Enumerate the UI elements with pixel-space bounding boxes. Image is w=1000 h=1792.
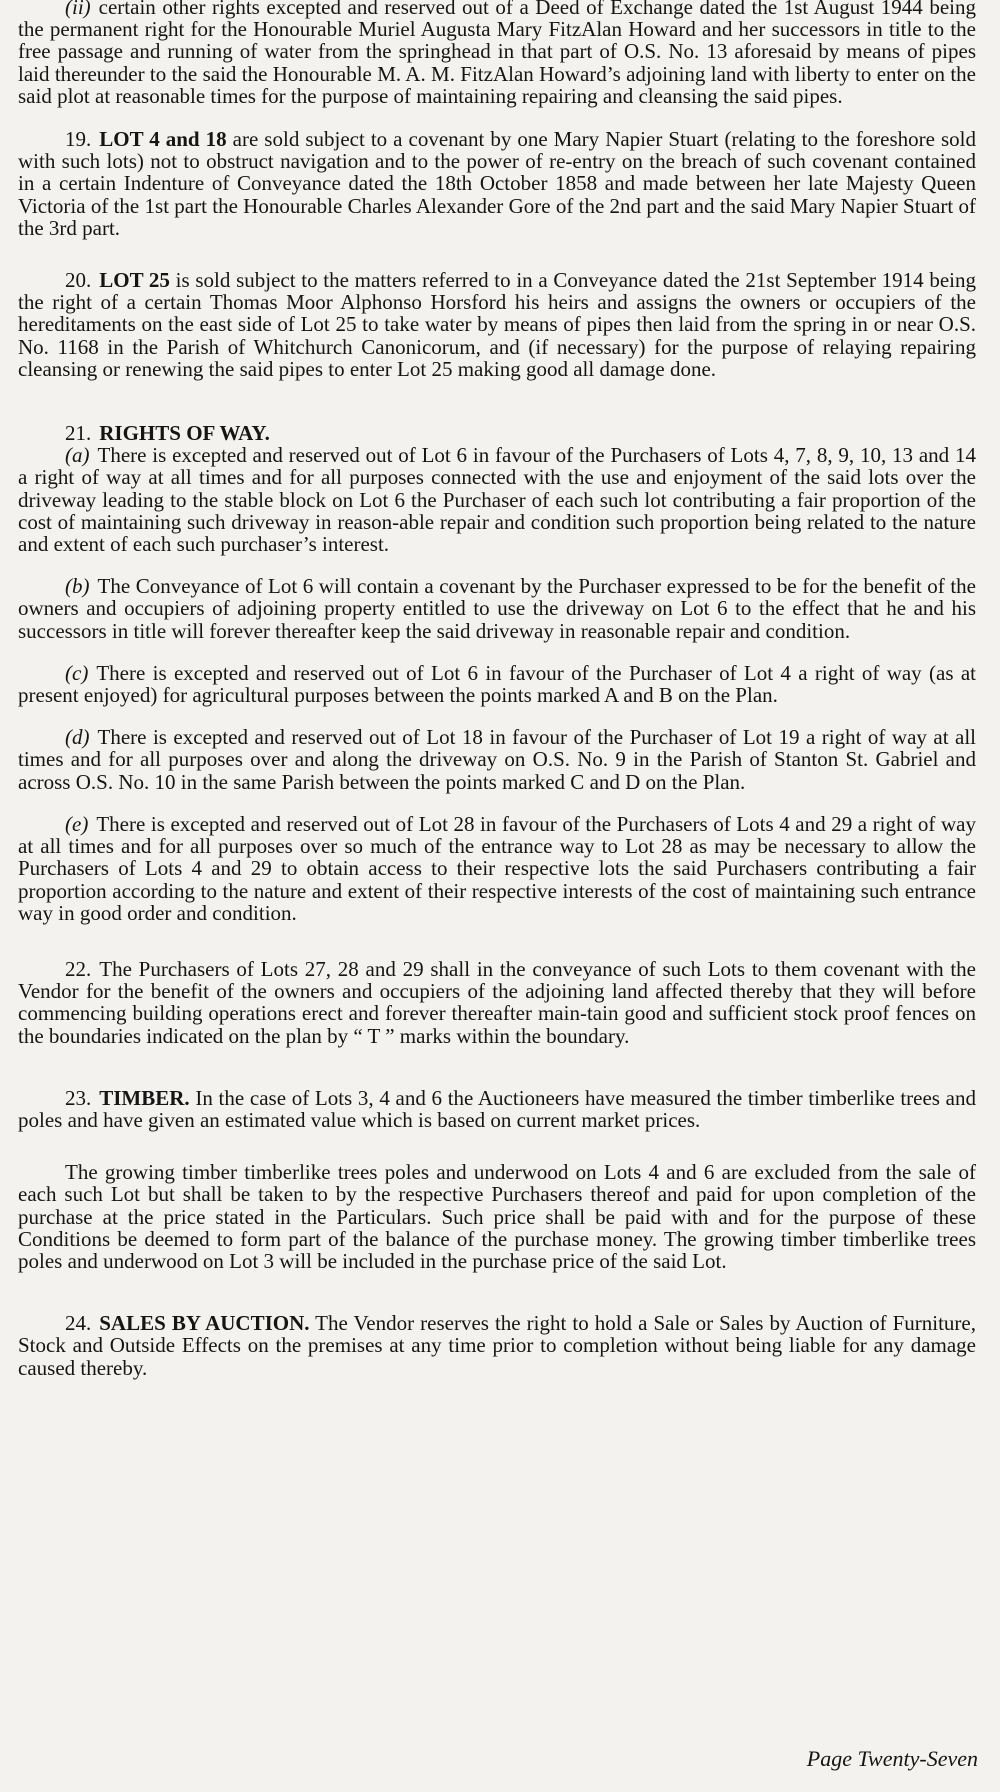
page-number: Page Twenty-Seven [806,1746,978,1771]
clause-number: 20. [65,268,92,293]
subclause-text: There is excepted and reserved out of Lot 28 in favour of the Purchasers of Lots 4 and 29 a right of way at all times and for all purposes over so much of the entrance way to Lot 28 as may be necessary to allow the Purchasers of Lots 4 and 29 to obtain access to their respective lots the said Purchasers contributing a fair proportion according to the nature and extent of their respective interests of the cost of maintaining such entrance way in good order and condition. [18,811,976,925]
clause-19 [18,128,976,239]
clause-number: 24. [65,1311,92,1336]
clause-heading: RIGHTS OF WAY. [99,421,270,446]
clause-21-e [18,813,976,924]
subclause-marker: (d) [65,725,90,750]
clause-text: The Purchasers of Lots 27, 28 and 29 shall in the conveyance of such Lots to them covenant with the Vendor for the benefit of the owners and occupiers of the adjoining land affected thereby that they will before commencing building operations erect and forever thereafter main-tain good and sufficient stock proof fences on the boundaries indicated on the plan by “ T ” marks within the boundary. [18,956,976,1048]
clause-number: 21. [65,421,92,446]
clause-21-d [18,726,976,793]
clause-text: are sold subject to a covenant by one Mary Napier Stuart (relating to the foreshore sold with such lots) not to obstruct navigation and to the power of re-entry on the breach of such covenant contained in a certain Indenture of Conveyance dated the 18th October 1858 and made between her late Majesty Queen Victoria of the 1st part the Honourable Charles Alexander Gore of the 2nd part and the said Mary Napier Stuart of the 3rd part. [18,127,977,240]
clause-number: 19. [65,127,92,152]
subclause-text: The Conveyance of Lot 6 will contain a covenant by the Purchaser expressed to be for the benefit of the owners and occupiers of adjoining property entitled to use the driveway on Lot 6 to the effect that he and his successors in title will forever thereafter keep the said driveway in reasonable repair and condition. [18,574,976,643]
clause-text: The growing timber timberlike trees poles and underwood on Lots 4 and 6 are excluded from the sale of each such Lot but shall be taken to by the respective Purchasers thereof and paid for upon completion of the purchase at the price stated in the Particulars. Such price shall be paid with and for the purpose of these Conditions be deemed to form part of the balance of the purchase money. The growing timber timberlike trees poles and underwood on Lot 3 will be included in the purchase price of the said Lot. [18,1160,976,1273]
clause-18-ii [18,0,976,107]
clause-text: The Vendor reserves the right to hold a Sale or Sales by Auction of Furniture, Stock and Outside Effects on the premises at any time prior to completion without being liable for any damage caused thereby. [18,1311,976,1380]
clause-20 [18,269,976,380]
subclause-marker: (a) [65,443,90,468]
clause-text: In the case of Lots 3, 4 and 6 the Auctioneers have measured the timber timberlike trees and poles and have given an estimated value which is based on current market prices. [18,1085,976,1132]
clause-number: 22. [65,956,92,981]
subclause-marker: (e) [65,811,89,836]
clause-21-b [18,575,976,642]
clause-23-continuation [18,1161,976,1272]
clause-text: certain other rights excepted and reserved out of a Deed of Exchange dated the 1st August 1944 being the permanent right for the Honourable Muriel Augusta Mary FitzAlan Howard and her successors in title to the free passage and running of water from the springhead in that part of O.S. No. 13 aforesaid by means of pipes laid thereunder to the said the Honourable M. A. M. FitzAlan Howard’s adjoining land with liberty to enter on the said plot at reasonable times for the purpose of maintaining repairing and cleansing the said pipes. [18,0,976,108]
clause-marker: (ii) [65,0,91,19]
clause-heading: TIMBER. [99,1085,190,1110]
clause-21-a [18,444,976,555]
subclause-text: There is excepted and reserved out of Lot 6 in favour of the Purchasers of Lots 4, 7, 8, 9, 10, 13 and 14 a right of way at all times and for all purposes connected with the use and enjoyment of the said lots over the driveway leading to the stable block on Lot 6 the Purchaser of each such lot contributing a fair proportion of the cost of maintaining such driveway in reason-able repair and condition such proportion being related to the nature and extent of each such purchaser’s interest. [18,443,976,557]
clause-22 [18,958,976,1047]
clause-heading: LOT 4 and 18 [99,127,227,152]
clause-text: is sold subject to the matters referred to in a Conveyance dated the 21st September 1914 being the right of a certain Thomas Moor Alphonso Horsford his heirs and assigns the owners or occupiers of the hereditaments on the east side of Lot 25 to take water by means of pipes then laid from the spring in or near O.S. No. 1168 in the Parish of Whitchurch Canonicorum, and (if necessary) for the purpose of relaying repairing cleansing or renewing the said pipes to enter Lot 25 making good all damage done. [18,268,977,381]
clause-heading: LOT 25 [99,268,170,293]
clause-24 [18,1312,976,1379]
clause-21-c [18,662,976,706]
subclause-text: There is excepted and reserved out of Lot 6 in favour of the Purchaser of Lot 4 a right of way (as at present enjoyed) for agricultural purposes between the points marked A and B on the Plan. [18,660,976,708]
clause-23 [18,1087,976,1131]
clause-number: 23. [65,1085,92,1110]
subclause-marker: (b) [65,574,90,599]
subclause-text: There is excepted and reserved out of Lot 18 in favour of the Purchaser of Lot 19 a right of way at all times and for all purposes over and along the driveway on O.S. No. 9 in the Parish of Stanton St. Gabriel and across O.S. No. 10 in the same Parish between the points marked C and D on the Plan. [18,725,976,794]
clause-heading: SALES BY AUCTION. [99,1311,310,1336]
subclause-marker: (c) [65,660,89,685]
clause-21-heading [18,422,976,444]
